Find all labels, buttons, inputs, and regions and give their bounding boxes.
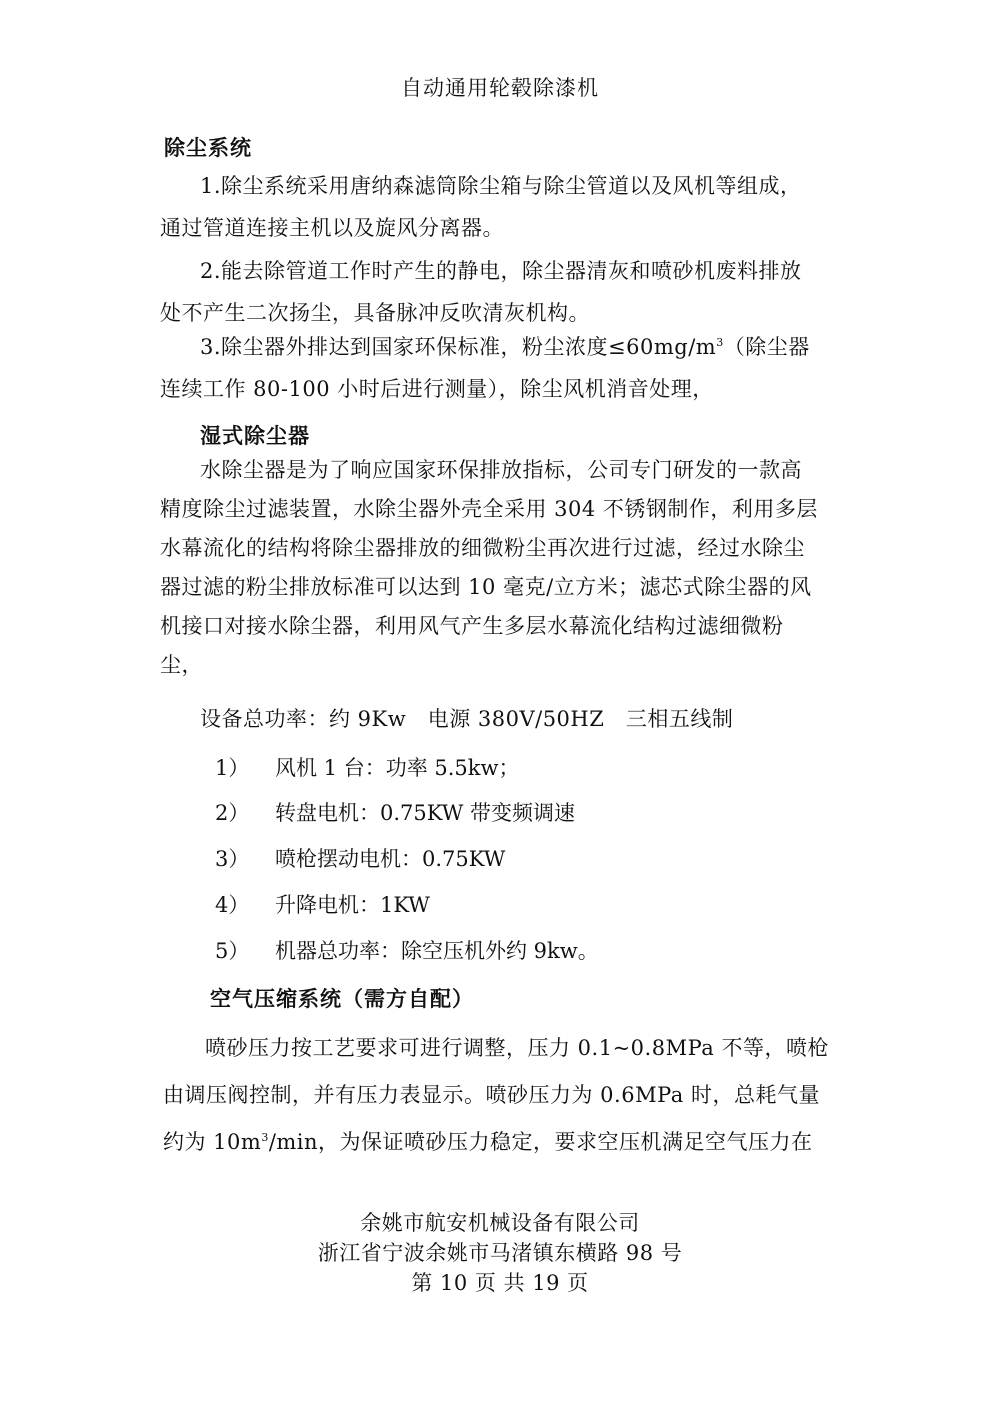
list-text: 转盘电机：0.75KW 带变频调速 <box>275 801 575 825</box>
list-text: 升降电机：1KW <box>275 893 430 917</box>
superscript: 3 <box>716 336 724 349</box>
paragraph-line: 机接口对接水除尘器，利用风气产生多层水幕流化结构过滤细微粉 <box>160 614 784 638</box>
paragraph-line <box>160 326 855 368</box>
list-number: 2） <box>215 801 250 825</box>
paragraph-line: 器过滤的粉尘排放标准可以达到 10 毫克/立方米；滤芯式除尘器的风 <box>160 575 812 599</box>
page-header-title: 自动通用轮毂除漆机 <box>401 76 599 100</box>
paragraph-line: 由调压阀控制，并有压力表显示。喷砂压力为 0.6MPa 时，总耗气量 <box>163 1083 820 1107</box>
superscript: 3 <box>261 1131 269 1144</box>
paragraph-text: 约为 10m <box>163 1130 262 1154</box>
paragraph-line: 水幕流化的结构将除尘器排放的细微粉尘再次进行过滤，经过水除尘 <box>160 536 805 560</box>
paragraph-line: 连续工作 80-100 小时后进行测量），除尘风机消音处理， <box>160 377 714 401</box>
list-text: 风机 1 台：功率 5.5kw； <box>275 756 520 780</box>
paragraph-text: （除尘器 <box>723 335 810 359</box>
paragraph-line <box>163 1119 853 1166</box>
paragraph-wet-dust-collector <box>160 451 855 685</box>
paragraph-dust-1 <box>160 165 855 249</box>
paragraph-dust-2 <box>160 250 855 334</box>
footer-company: 余姚市航安机械设备有限公司 <box>360 1211 640 1235</box>
paragraph-air-compression <box>163 1025 853 1166</box>
paragraph-line: 精度除尘过滤装置，水除尘器外壳全采用 304 不锈钢制作，利用多层 <box>160 497 818 521</box>
paragraph-line: 处不产生二次扬尘，具备脉冲反吹清灰机构。 <box>160 301 590 325</box>
page-footer <box>0 1208 1000 1298</box>
section-heading-air-compression: 空气压缩系统（需方自配） <box>210 987 474 1011</box>
list-number: 1） <box>215 756 250 780</box>
list-item <box>215 889 430 919</box>
list-number: 4） <box>215 893 250 917</box>
list-number: 5） <box>215 939 250 963</box>
paragraph-line: 1.除尘系统采用唐纳森滤筒除尘箱与除尘管道以及风机等组成， <box>200 174 802 198</box>
paragraph-line: 水除尘器是为了响应国家环保排放指标，公司专门研发的一款高 <box>200 458 802 482</box>
footer-page-number: 第 10 页 共 19 页 <box>411 1271 589 1295</box>
power-summary: 设备总功率：约 9Kw 电源 380V/50HZ 三相五线制 <box>200 707 734 731</box>
list-item <box>215 797 575 827</box>
paragraph-line: 喷砂压力按工艺要求可进行调整，压力 0.1~0.8MPa 不等，喷枪 <box>205 1036 829 1060</box>
paragraph-text: /min，为保证喷砂压力稳定，要求空压机满足空气压力在 <box>268 1130 813 1154</box>
list-text: 机器总功率：除空压机外约 9kw。 <box>275 939 599 963</box>
footer-address: 浙江省宁波余姚市马渚镇东横路 98 号 <box>317 1241 683 1265</box>
section-heading-dust-system: 除尘系统 <box>164 136 252 160</box>
list-text: 喷枪摆动电机：0.75KW <box>275 847 506 871</box>
section-heading-wet-dust-collector: 湿式除尘器 <box>200 424 310 448</box>
paragraph-line: 尘， <box>160 653 203 677</box>
list-number: 3） <box>215 847 250 871</box>
list-item <box>215 843 505 873</box>
paragraph-line: 通过管道连接主机以及旋风分离器。 <box>160 216 504 240</box>
list-item <box>215 935 599 965</box>
paragraph-text: 3.除尘器外排达到国家环保标准，粉尘浓度≤60mg/m <box>200 335 717 359</box>
paragraph-dust-3 <box>160 326 855 410</box>
list-item <box>215 752 519 782</box>
paragraph-line: 2.能去除管道工作时产生的静电，除尘器清灰和喷砂机废料排放 <box>200 259 802 283</box>
